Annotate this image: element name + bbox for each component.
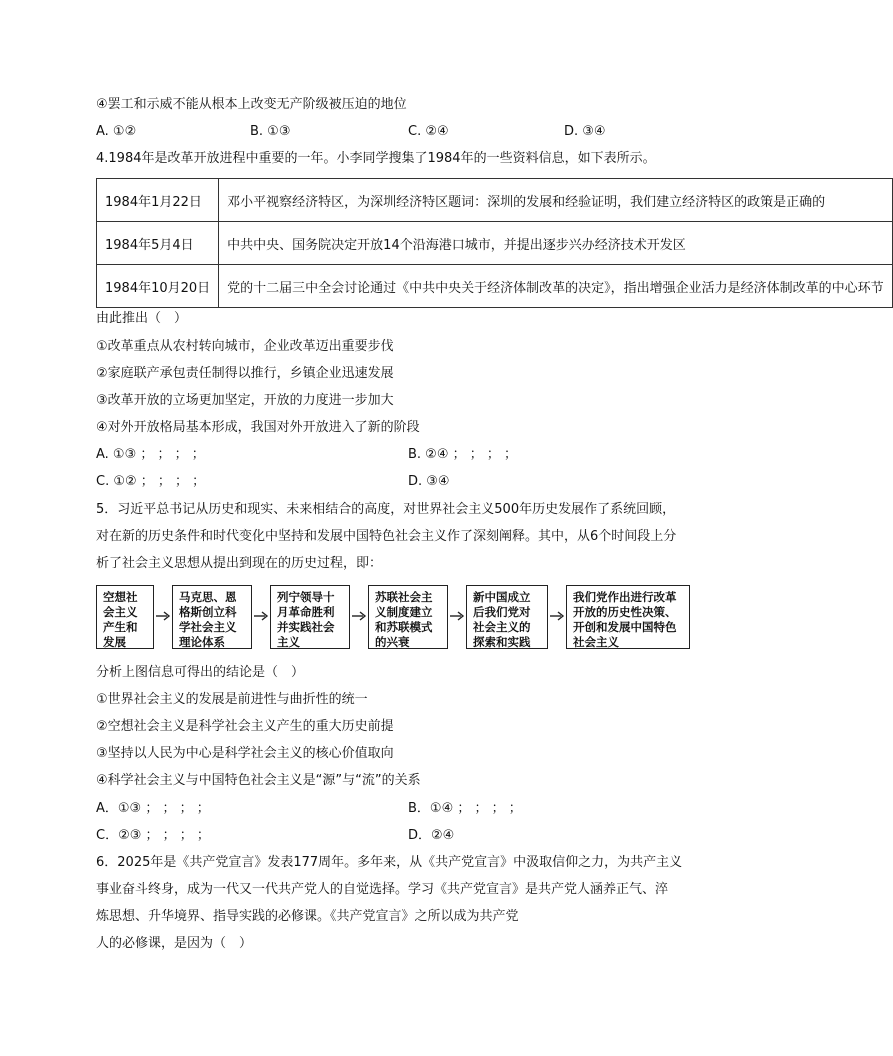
arrow-right-icon bbox=[352, 610, 366, 622]
table-event-cell: 党的十二届三中全会讨论通过《中共中央关于经济体制改革的决定》，指出增强企业活力是经济体制改革的中心环节 bbox=[219, 265, 893, 308]
q4-item-1: ①改革重点从农村转向城市，企业改革迈出重要步伐 bbox=[96, 339, 394, 354]
table-event-cell: 邓小平视察经济特区，为深圳经济特区题词：深圳的发展和经验证明，我们建立经济特区的政策是正确的 bbox=[219, 179, 893, 222]
q4-info-table bbox=[96, 178, 893, 308]
q5-item-1: ①世界社会主义的发展是前进性与曲折性的统一 bbox=[96, 692, 368, 707]
flow-box-scientific: 马克思、恩格斯创立科学社会主义理论体系 bbox=[172, 585, 252, 649]
flow-box-utopian: 空想社会主义产生和发展 bbox=[96, 585, 154, 649]
arrow-right-icon bbox=[550, 610, 564, 622]
table-row bbox=[97, 222, 893, 265]
arrow-right-icon bbox=[156, 610, 170, 622]
q6-stem-line-1: 6．2025年是《共产党宣言》发表177周年。多年来，从《共产党宣言》中汲取信仰之力，为共产主义 bbox=[96, 855, 683, 870]
flow-box-new-china: 新中国成立后我们党对社会主义的探索和实践 bbox=[466, 585, 548, 649]
table-row bbox=[97, 265, 893, 308]
flow-box-soviet: 苏联社会主义制度建立和苏联模式的兴衰 bbox=[368, 585, 448, 649]
q5-option-c: C．②③ ； ； ； ； bbox=[96, 828, 210, 843]
q4-item-3: ③改革开放的立场更加坚定，开放的力度进一步加大 bbox=[96, 393, 394, 408]
table-date-cell: 1984年10月20日 bbox=[97, 265, 219, 308]
q5-item-3: ③坚持以人民为中心是科学社会主义的核心价值取向 bbox=[96, 746, 394, 761]
flow-box-lenin: 列宁领导十月革命胜利并实践社会主义 bbox=[270, 585, 350, 649]
q4-option-a: A. ①③ ； ； ； ； bbox=[96, 447, 205, 462]
q4-item-2: ②家庭联产承包责任制得以推行，乡镇企业迅速发展 bbox=[96, 366, 394, 381]
q5-stem-line-2: 对在新的历史条件和时代变化中坚持和发展中国特色社会主义作了深刻阐释。其中，从6个时间段上分 bbox=[96, 529, 677, 544]
table-event-cell: 中共中央、国务院决定开放14个沿海港口城市，并提出逐步兴办经济技术开发区 bbox=[219, 222, 893, 265]
q6-stem-line-2: 事业奋斗终身，成为一代又一代共产党人的自觉选择。学习《共产党宣言》是共产党人涵养正气、淬 bbox=[96, 882, 669, 897]
q4-stem: 4.1984年是改革开放进程中重要的一年。小李同学搜集了1984年的一些资料信息，如下表所示。 bbox=[96, 151, 656, 166]
arrow-right-icon bbox=[450, 610, 464, 622]
table-row bbox=[97, 179, 893, 222]
q5-stem-line-1: 5．习近平总书记从历史和现实、未来相结合的高度，对世界社会主义500年历史发展作了系统回顾， bbox=[96, 502, 676, 517]
q6-stem-line-3: 炼思想、升华境界、指导实践的必修课。《共产党宣言》之所以成为共产党 bbox=[96, 909, 519, 924]
q3-option-b: B. ①③ bbox=[250, 124, 291, 139]
q3-option-a: A. ①② bbox=[96, 124, 137, 139]
q5-stem-line-3: 析了社会主义思想从提出到现在的历史过程，即： bbox=[96, 556, 383, 571]
flow-box-reform: 我们党作出进行改革开放的历史性决策、开创和发展中国特色社会主义 bbox=[566, 585, 690, 649]
q5-option-b: B．①④ ； ； ； ； bbox=[408, 801, 522, 816]
q5-item-2: ②空想社会主义是科学社会主义产生的重大历史前提 bbox=[96, 719, 394, 734]
q5-item-4: ④科学社会主义与中国特色社会主义是“源”与“流”的关系 bbox=[96, 773, 421, 788]
q3-option-d: D. ③④ bbox=[564, 124, 606, 139]
q4-prompt: 由此推出（ ） bbox=[96, 311, 188, 326]
q5-option-d: D．②④ bbox=[408, 828, 455, 843]
table-date-cell: 1984年1月22日 bbox=[97, 179, 219, 222]
q3-option-c: C. ②④ bbox=[408, 124, 449, 139]
q4-option-d: D. ③④ bbox=[408, 474, 450, 489]
q5-option-a: A．①③ ； ； ； ； bbox=[96, 801, 210, 816]
q6-stem-line-4: 人的必修课，是因为（ ） bbox=[96, 936, 253, 951]
q4-option-c: C. ①② ； ； ； ； bbox=[96, 474, 206, 489]
q4-item-4: ④对外开放格局基本形成，我国对外开放进入了新的阶段 bbox=[96, 420, 420, 435]
table-date-cell: 1984年5月4日 bbox=[97, 222, 219, 265]
arrow-right-icon bbox=[254, 610, 268, 622]
q5-prompt: 分析上图信息可得出的结论是（ ） bbox=[96, 665, 305, 680]
q4-option-b: B. ②④ ； ； ； ； bbox=[408, 447, 518, 462]
q3-item-4: ④罢工和示威不能从根本上改变无产阶级被压迫的地位 bbox=[96, 97, 407, 112]
q5-flow-diagram bbox=[96, 582, 696, 654]
